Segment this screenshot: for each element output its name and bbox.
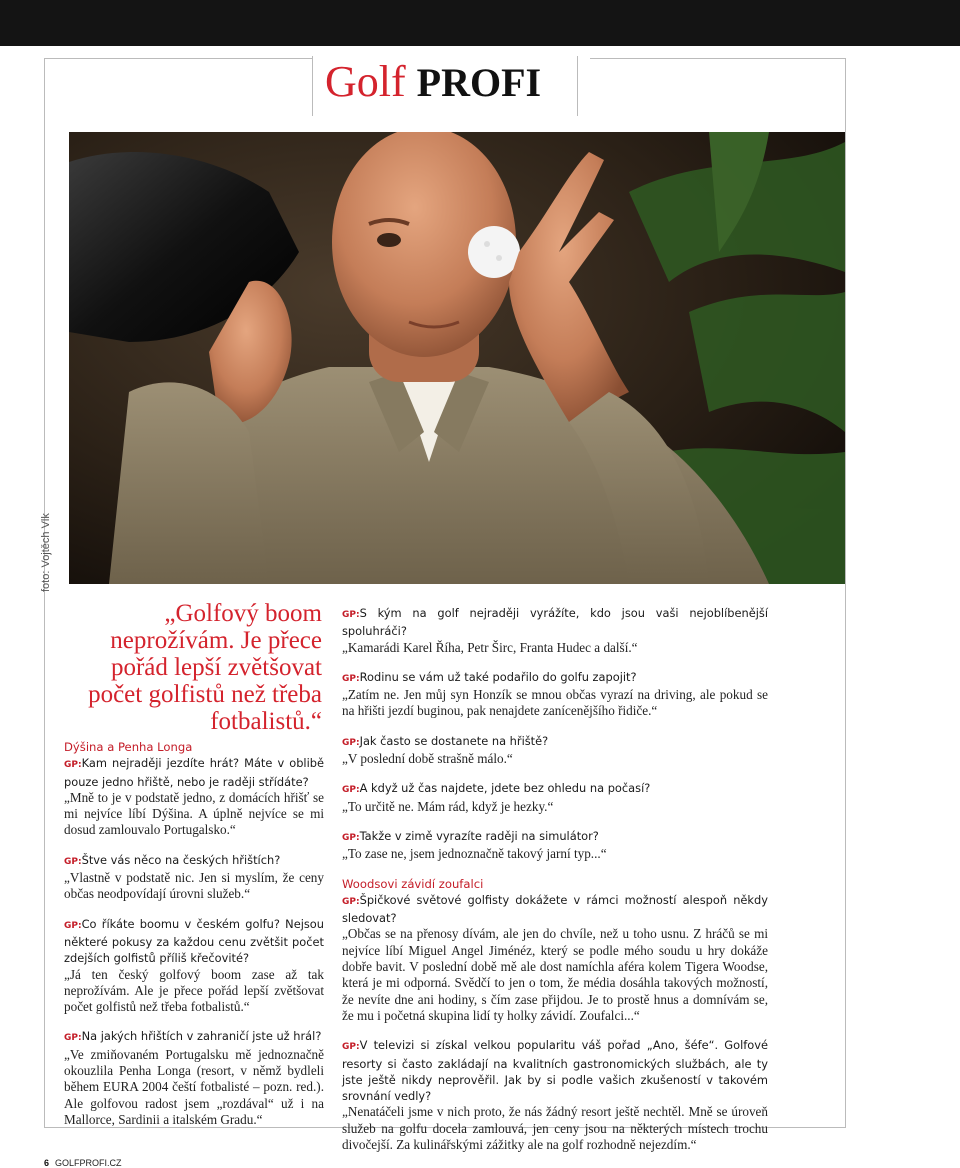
left-column	[64, 739, 324, 1141]
qa-item: GP:Na jakých hřištích v zahraničí jste už hrál? „Ve zmiňovaném Portugalsku mě jednoznačně okouzlila Penha Longa (resort, v němž bydleli během EURA 2004 čeští fotbalisté – pozn. red.). Ale golfovou radost jsem „rozdával“ už i na Mallorce, Sardinii a italském Gradu.“	[64, 1029, 324, 1127]
logo-profi: PROFI	[416, 60, 542, 105]
answer-text: „Mně to je v podstatě jedno, z domácích hřišť se mi nejvíce líbí Dýšina. A úplně nejvíce se mi dosud zamlouvalo Portugalsko.“	[64, 789, 324, 838]
answer-text: „Nenatáčeli jsme v nich proto, že nás žádný resort ještě nechtěl. Mně se úroveň služeb na golfu docela zamlouvá, jen ceny jsou na některých místech trochu divočejší. Za kulinářskými zážitky ale na golf rozhodně nejezdím.“	[342, 1104, 768, 1153]
frame-top-left	[44, 58, 314, 59]
qa-item: GP:S kým na golf nejraději vyrážíte, kdo jsou vaši nejoblíbenější spoluhráči? „Kamarádi Karel Říha, Petr Širc, Franta Hudec a další.“	[342, 606, 768, 655]
section-heading: Dýšina a Penha Longa	[64, 740, 193, 754]
section-heading: Woodsovi závidí zoufalci	[342, 876, 484, 891]
frame-top-right	[590, 58, 846, 59]
answer-text: „To určitě ne. Mám rád, když je hezky.“	[342, 798, 554, 814]
answer-text: „Vlastně v podstatě nic. Jen si myslím, že ceny občas neodpovídají úrovni služeb.“	[64, 870, 324, 902]
question-text: Kam nejraději jezdíte hrát? Máte v oblibě pouze jedno hřiště, nebo je raději střídáte?	[64, 756, 324, 789]
question-text: V televizi si získal velkou popularitu váš pořad „Ano, šéfe“. Golfové resorty si často zakládají na kvalitních gastronomických službách, ale ty jste ještě nikdy neprověřil. Jak by si podle vašich zkušeností v takovém srovnání vedly?	[342, 1038, 768, 1104]
page-number: 6	[44, 1158, 50, 1168]
qa-item: GP:Kam nejraději jezdíte hrát? Máte v oblibě pouze jedno hřiště, nebo je raději střídáte? „Mně to je v podstatě jedno, z domácích hřišť se mi nejvíce líbí Dýšina. A úplně nejvíce se mi dosud zamlouvalo Portugalsko.“	[64, 756, 324, 838]
question-text: Rodinu se vám už také podařilo do golfu zapojit?	[359, 669, 637, 684]
qa-item: GP:Rodinu se vám už také podařilo do golfu zapojit? „Zatím ne. Jen můj syn Honzík se mnou občas vyrazí na driving, ale pokud se na hřišti jezdí buginou, pak nenajdete zanícenějšího řidiče.“	[342, 669, 768, 719]
right-column	[342, 605, 768, 1166]
answer-text: „Ve zmiňovaném Portugalsku mě jednoznačně okouzlila Penha Longa (resort, v němž bydleli během EURA 2004 čeští fotbalisté – pozn. red.). Ale golfovou radost jsem „rozdával“ už i na Mallorce, Sardinii a italském Gradu.“	[64, 1046, 324, 1127]
answer-text: „To zase ne, jsem jednoznačně takový jarní typ...“	[342, 846, 607, 862]
qa-item: GP:Jak často se dostanete na hřiště? „V poslední době strašně málo.“	[342, 733, 768, 768]
magazine-logo	[325, 58, 541, 107]
portrait-photo	[69, 132, 845, 584]
answer-text: „V poslední době strašně málo.“	[342, 751, 513, 767]
question-text: Co říkáte boomu v českém golfu? Nejsou některé pokusy za každou cenu zvětšit počet zdejších golfistů příliš křečovité?	[64, 916, 324, 966]
qa-item: GP:Takže v zimě vyrazíte raději na simulátor? „To zase ne, jsem jednoznačně takový jarní typ...“	[342, 828, 768, 863]
photo-credit: foto: Vojtěch Vlk	[40, 513, 52, 592]
portrait-illustration	[69, 132, 845, 584]
answer-text: „Občas se na přenosy dívám, ale jen do chvíle, než u toho usnu. Z hráčů se mi nejvíce líbí Miguel Angel Jiménéz, který se podle mého soudu u hry dokáže dobře bavit. V poslední době mě ale dost namíchla aféra kolem Tigera Woodse, která je mi odporná. Svědčí to jen o tom, že média dosáhla takových možností, že nevíte dne ani hodiny, s čím zase přijdou. Je to prostě hnus a domnívám se, že mu i početná skupina lidí ty holky závidí. Zoufalci...“	[342, 926, 768, 1023]
answer-text: „Já ten český golfový boom zase až tak neprožívám. Ale je přece pořád lepší zvětšovat počet golfistů než třeba fotbalistů.“	[64, 966, 324, 1015]
site-name: GOLFPROFI.CZ	[55, 1158, 122, 1168]
qa-item: GP:Co říkáte boomu v českém golfu? Nejsou některé pokusy za každou cenu zvětšit počet zdejších golfistů příliš křečovité? „Já ten český golfový boom zase až tak neprožívám. Ale je přece pořád lepší zvětšovat počet golfistů než třeba fotbalistů.“	[64, 916, 324, 1015]
question-text: Na jakých hřištích v zahraničí jste už hrál?	[81, 1029, 322, 1044]
answer-text: „Zatím ne. Jen můj syn Honzík se mnou občas vyrazí na driving, ale pokud se na hřišti jezdí buginou, pak nenajdete zanícenějšího řidiče.“	[342, 687, 768, 719]
qa-item: GP:V televizi si získal velkou popularitu váš pořad „Ano, šéfe“. Golfové resorty si často zakládají na kvalitních gastronomických službách, ale ty jste ještě nikdy neprověřil. Jak by si podle vašich zkušeností v takovém srovnání vedly? „Nenatáčeli jsme v nich proto, že nás žádný resort ještě nechtěl. Mně se úroveň služeb na golfu docela zamlouvá, jen ceny jsou na některých místech trochu divočejší. Za kulinářskými zážitky ale na golf rozhodně nejezdím.“	[342, 1038, 768, 1153]
question-text: Štve vás něco na českých hřištích?	[81, 852, 281, 867]
qa-item: GP:Špičkové světové golfisty dokážete v rámci možností alespoň někdy sledovat? „Občas se na přenosy dívám, ale jen do chvíle, než u toho usnu. Z hráčů se mi nejvíce líbí Miguel Angel Jiménéz, který se podle mého soudu u hry dokáže dobře bavit. V poslední době mě ale dost namíchla aféra kolem Tigera Woodse, která je mi odporná. Svědčí to jen o tom, že média dosáhla takových možností, že nevíte dne ani hodiny, s čím zase přijdou. Je to prostě hnus a domnívám se, že mu i početná skupina lidí ty holky závidí. Zoufalci...“	[342, 892, 768, 1023]
logo-golf: Golf	[325, 57, 406, 106]
question-text: Špičkové světové golfisty dokážete v rámci možností alespoň někdy sledovat?	[342, 892, 768, 926]
top-black-bar	[0, 0, 960, 46]
question-text: Jak často se dostanete na hřiště?	[359, 733, 549, 748]
question-text: A když už čas najdete, jdete bez ohledu na počasí?	[359, 781, 651, 796]
pull-quote: „Golfový boom neprožívám. Je přece pořád lepší zvětšovat počet golfistů než třeba fotbalistů.“	[88, 600, 322, 735]
question-text: Takže v zimě vyrazíte raději na simulátor?	[359, 828, 599, 843]
answer-text: „Kamarádi Karel Říha, Petr Širc, Franta Hudec a další.“	[342, 639, 638, 655]
qa-item: GP:Štve vás něco na českých hřištích? „Vlastně v podstatě nic. Jen si myslím, že ceny občas neodpovídají úrovni služeb.“	[64, 852, 324, 902]
qa-item: GP:A když už čas najdete, jdete bez ohledu na počasí? „To určitě ne. Mám rád, když je hezky.“	[342, 780, 768, 815]
question-text: S kým na golf nejraději vyrážíte, kdo jsou vaši nejoblíbenější spoluhráči?	[342, 606, 768, 639]
